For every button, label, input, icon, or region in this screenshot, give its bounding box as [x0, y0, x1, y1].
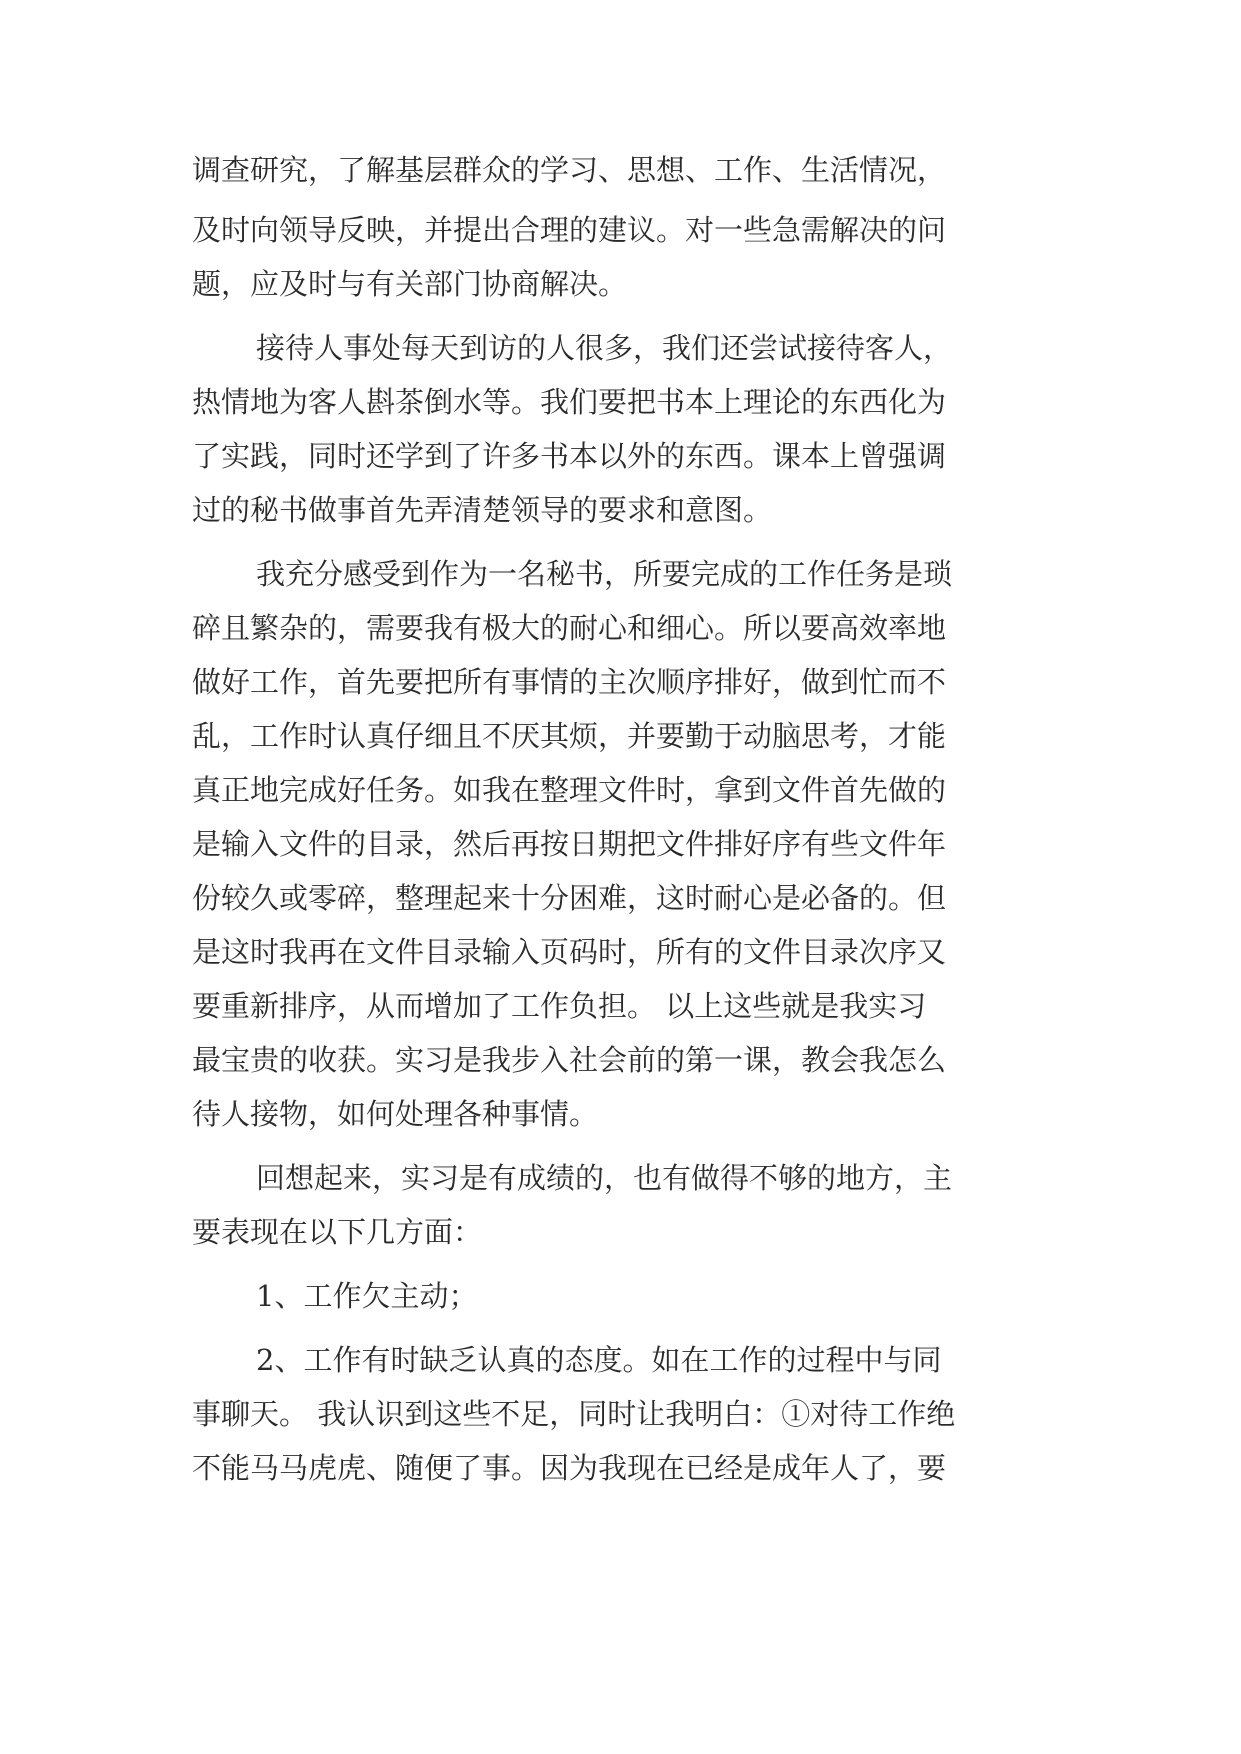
text-line: 热情地为客人斟茶倒水等。我们要把书本上理论的东西化为 [192, 385, 947, 419]
text-line: 待人接物，如何处理各种事情。 [192, 1097, 599, 1131]
text-line: 不能马马虎虎、随便了事。因为我现在已经是成年人了，要 [192, 1451, 947, 1485]
text-line: 是这时我再在文件目录输入页码时，所有的文件目录次序又 [192, 935, 947, 969]
paragraph-first-line: 回想起来，实习是有成绩的，也有做得不够的地方，主 [256, 1161, 953, 1195]
text-line: 做好工作，首先要把所有事情的主次顺序排好，做到忙而不 [192, 665, 947, 699]
text-line: 了实践，同时还学到了许多书本以外的东西。课本上曾强调 [192, 439, 947, 473]
text-line: 要表现在以下几方面： [192, 1215, 483, 1249]
text-line: 题，应及时与有关部门协商解决。 [192, 267, 628, 301]
text-line: 乱，工作时认真仔细且不厌其烦，并要勤于动脑思考，才能 [192, 719, 947, 753]
text-line: 碎且繁杂的，需要我有极大的耐心和细心。所以要高效率地 [192, 611, 947, 645]
text-line: 及时向领导反映，并提出合理的建议。对一些急需解决的问 [192, 213, 947, 247]
paragraph-first-line: 我充分感受到作为一名秘书，所要完成的工作任务是琐 [256, 557, 953, 591]
list-item: 1、工作欠主动； [256, 1279, 478, 1313]
text-line: 过的秘书做事首先弄清楚领导的要求和意图。 [192, 493, 773, 527]
text-line: 事聊天。 我认识到这些不足，同时让我明白：①对待工作绝 [192, 1397, 956, 1431]
paragraph-first-line: 接待人事处每天到访的人很多，我们还尝试接待客人， [256, 331, 953, 365]
text-line: 是输入文件的目录，然后再按日期把文件排好序有些文件年 [192, 827, 947, 861]
text-line: 份较久或零碎，整理起来十分困难，这时耐心是必备的。但 [192, 881, 947, 915]
list-item: 2、工作有时缺乏认真的态度。如在工作的过程中与同 [256, 1343, 942, 1377]
text-line: 真正地完成好任务。如我在整理文件时，拿到文件首先做的 [192, 773, 947, 807]
text-line: 最宝贵的收获。实习是我步入社会前的第一课，教会我怎么 [192, 1043, 947, 1077]
text-line: 调查研究，了解基层群众的学习、思想、工作、生活情况， [192, 153, 947, 187]
text-line: 要重新排序，从而增加了工作负担。 以上这些就是我实习 [192, 989, 927, 1023]
